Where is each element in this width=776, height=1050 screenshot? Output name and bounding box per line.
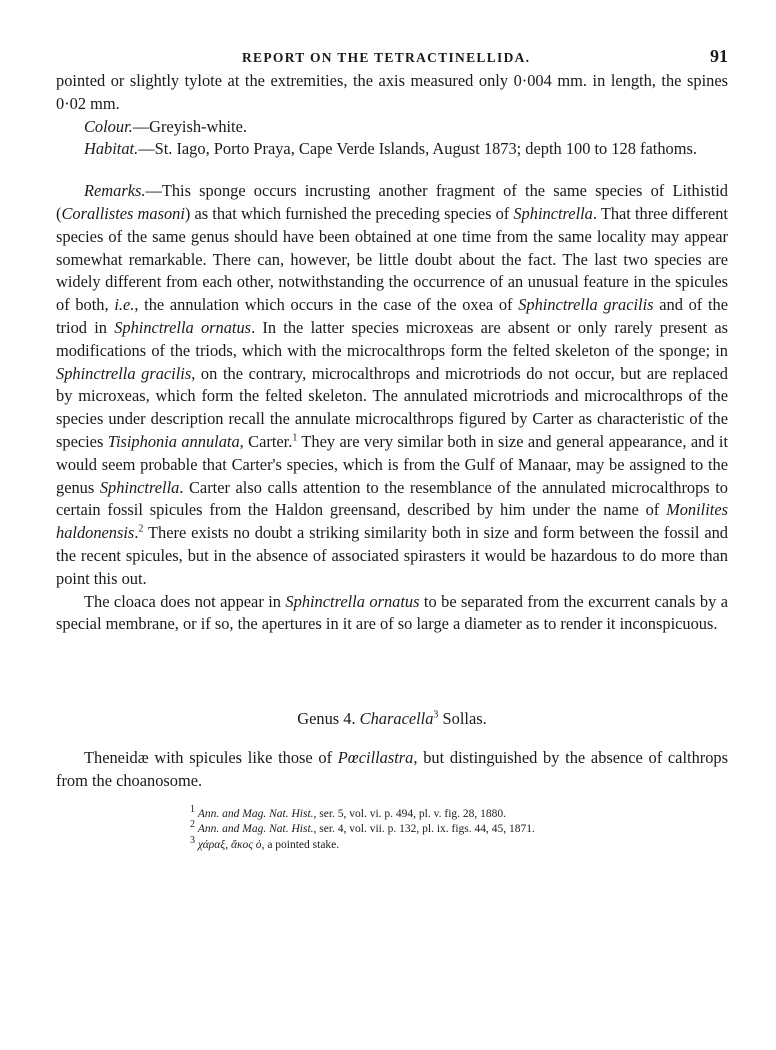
running-head: [56, 40, 728, 70]
remarks-text: . That three different species of the same genus should have been obtained at one time from the same locality may appear somewhat remarkable. There can, however, be little doubt about the fact. The last two species are widely different from each other, notwithstanding the occurrence of an unusual feature in the spicules of both,: [56, 203, 728, 315]
genus-heading: [56, 708, 728, 731]
habitat-text: —St. Iago, Porto Praya, Cape Verde Islands, August 1873; depth 100 to 128 fathoms.: [138, 139, 697, 159]
taxon-name: Tisiphonia annulata: [107, 431, 240, 451]
taxon-name: Sphinctrella: [99, 477, 180, 497]
colour-label: Colour.: [84, 116, 133, 136]
page: [56, 40, 728, 853]
footnote-marker: 2: [138, 523, 144, 535]
genus-description-text: , but distinguished by the absence of calthrops from the choanosome.: [56, 747, 728, 790]
remarks-label: Remarks.: [84, 181, 146, 201]
footnote-1: [190, 803, 728, 823]
footnote-marker: 3: [433, 709, 439, 721]
habitat-paragraph: [56, 138, 728, 161]
running-title: REPORT ON THE TETRACTINELLIDA.: [242, 50, 531, 65]
footnote-journal: Ann. and Mag. Nat. Hist.: [197, 823, 314, 836]
cloaca-text: to be separated from the excurrent canals by a special membrane, or if so, the apertures in it are of so large a diameter as to render it inconspicuous.: [56, 591, 728, 634]
remarks-text: , on the contrary, microcalthrops and microtriods do not occur, but are replaced by microxeas, which form the felted skeleton. The annulated microtriods and microcalthrops of the species under description recall the annulate microcalthrops figured by Carter as characteristic of the species: [56, 363, 728, 451]
remarks-text: There exists no doubt a striking similarity both in size and form between the fossil and the recent spicules, but in the absence of associated spirasters it would be hazardous to do more than point this out.: [56, 523, 728, 588]
footnote-mark: 3: [190, 834, 195, 846]
remarks-text: —This sponge occurs incrusting another fragment of the same species of Lithistid (: [56, 181, 728, 223]
taxon-name: Sphinctrella gracilis: [56, 363, 192, 383]
taxon-name: Sphinctrella ornatus: [114, 317, 252, 337]
footnote-mark: 1: [190, 803, 195, 815]
habitat-label: Habitat.: [84, 139, 139, 159]
footnote-text: , a pointed stake.: [261, 838, 340, 851]
remarks-text: , the annulation which occurs in the case of the oxea of: [134, 295, 519, 315]
cloaca-paragraph: [56, 591, 728, 637]
remarks-text: ) as that which furnished the preceding species of: [184, 203, 514, 223]
footnote-marker: 1: [292, 432, 298, 444]
taxon-name: Monilites haldonensis: [56, 500, 728, 543]
footnote-greek: χάραξ, ἄκος ὁ: [197, 838, 262, 851]
footnote-3: [190, 834, 728, 854]
abbreviation: i.e.: [114, 295, 135, 315]
genus-description: [56, 747, 728, 793]
genus-author: Sollas.: [438, 709, 487, 729]
footnote-2: [190, 819, 728, 838]
genus-description-text: Theneidæ with spicules like those of: [84, 747, 338, 767]
remarks-text: . Carter also calls attention to the resemblance of the annulated microcalthrops to certain fossil spicules from the Haldon greensand, described by him under the name of: [56, 477, 728, 520]
taxon-name: Pœcillastra: [337, 747, 414, 767]
footnote-journal: Ann. and Mag. Nat. Hist.: [197, 807, 314, 820]
genus-name: Characella: [359, 709, 434, 729]
taxon-name: Sphinctrella: [513, 203, 593, 223]
remarks-text: .: [134, 523, 139, 543]
colour-text: —Greyish-white.: [132, 116, 247, 136]
footnote-text: , ser. 5, vol. vi. p. 494, pl. v. fig. 28, 1880.: [313, 807, 507, 820]
remarks-text: and of the triod in: [56, 295, 728, 337]
remarks-text: . In the latter species microxeas are absent or only rarely present as modifications of the triods, which with the microcalthrops form the felted skeleton of the sponge; in: [56, 317, 729, 360]
remarks-text: They are very similar both in size and general appearance, and it would seem probable that Carter's species, which is from the Gulf of Manaar, may be assigned to the genus: [56, 431, 728, 497]
genus-prefix: Genus 4.: [297, 709, 360, 729]
continuation-paragraph: pointed or slightly tylote at the extremities, the axis measured only 0·004 mm. in length, the spines 0·02 mm.: [56, 71, 728, 113]
remarks-paragraph: [56, 180, 728, 590]
cloaca-text: The cloaca does not appear in: [84, 591, 286, 611]
taxon-name: Sphinctrella ornatus: [285, 591, 420, 611]
colour-paragraph: [56, 116, 728, 139]
page-number: 91: [710, 46, 728, 66]
footnote-text: , ser. 4, vol. vii. p. 132, pl. ix. figs. 44, 45, 1871.: [313, 823, 535, 836]
taxon-name: Sphinctrella gracilis: [518, 295, 654, 315]
remarks-text: , Carter.: [239, 431, 293, 451]
footnotes: [190, 803, 728, 854]
taxon-name: Corallistes masoni: [61, 203, 185, 223]
footnote-mark: 2: [190, 819, 195, 831]
